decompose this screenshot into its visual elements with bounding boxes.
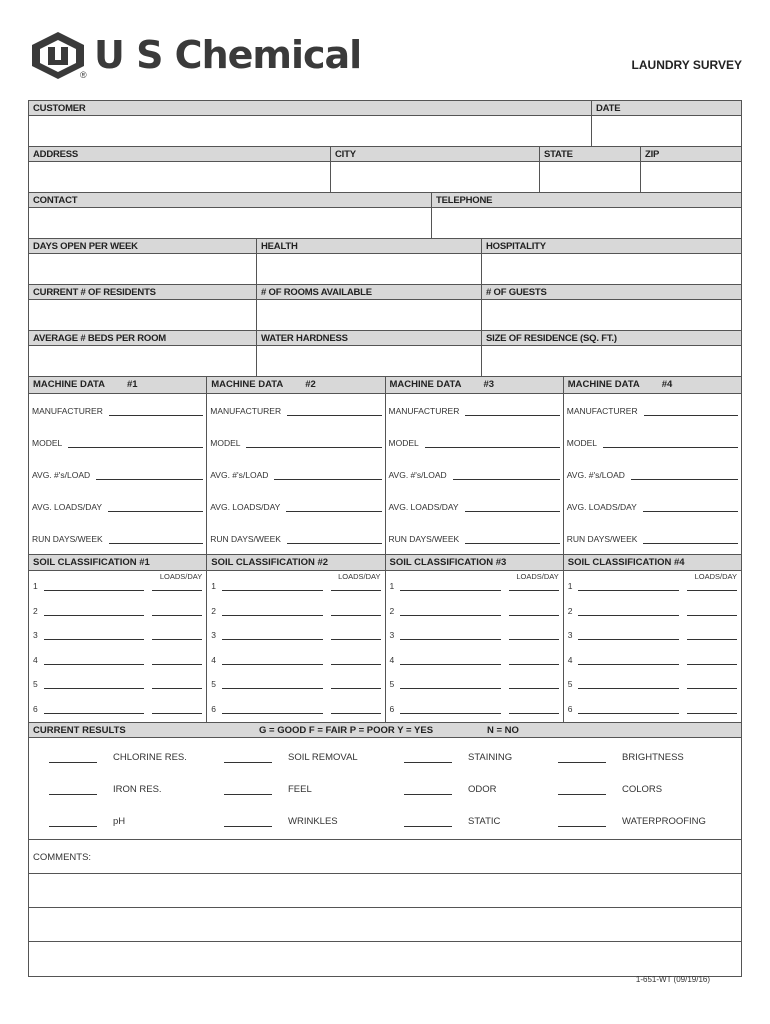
customer-label: CUSTOMER xyxy=(29,101,591,116)
soil-row[interactable] xyxy=(568,583,737,595)
result-rating-blank[interactable] xyxy=(558,826,606,827)
machine-line[interactable] xyxy=(32,394,203,426)
registered-mark: ® xyxy=(80,70,87,80)
result-rating-blank[interactable] xyxy=(49,762,97,763)
soil-row[interactable] xyxy=(211,669,380,694)
rooms-field[interactable] xyxy=(257,285,482,331)
soil-row[interactable] xyxy=(33,583,202,595)
machine-line[interactable] xyxy=(32,426,203,458)
soil-row-number: 5 xyxy=(389,679,395,690)
machine-line-blank[interactable] xyxy=(68,447,203,448)
water-hardness-label: WATER HARDNESS xyxy=(257,331,481,346)
machine-column-2 xyxy=(207,394,385,554)
results-legend-no: N = NO xyxy=(487,724,519,736)
comments-section[interactable] xyxy=(29,840,741,976)
result-item-label: STATIC xyxy=(468,815,501,827)
machine-line-label: AVG. #'s/LOAD xyxy=(388,470,447,480)
soil-row-number: 1 xyxy=(211,581,216,591)
telephone-label: TELEPHONE xyxy=(432,193,741,208)
guests-field[interactable] xyxy=(482,285,741,331)
soil-row[interactable] xyxy=(390,644,559,669)
machine-line-label: MANUFACTURER xyxy=(210,406,282,416)
machine-line-label: MODEL xyxy=(210,438,241,448)
machine-line[interactable] xyxy=(32,490,203,522)
beds-label: AVERAGE # BEDS PER ROOM xyxy=(29,331,256,346)
machine-line-label: RUN DAYS/WEEK xyxy=(388,534,460,544)
machine-line-blank[interactable] xyxy=(643,543,738,544)
loads-per-day-blank[interactable] xyxy=(687,664,737,665)
result-item[interactable] xyxy=(49,752,187,763)
hospitality-field[interactable] xyxy=(482,239,741,285)
machine-column-1 xyxy=(29,394,207,554)
state-field[interactable] xyxy=(540,147,641,193)
machine-line-blank[interactable] xyxy=(465,415,559,416)
soil-type-blank[interactable] xyxy=(400,664,501,665)
result-item[interactable] xyxy=(404,816,500,827)
row-contact xyxy=(29,193,741,239)
loads-per-day-blank[interactable] xyxy=(152,688,202,689)
loads-per-day-blank[interactable] xyxy=(687,688,737,689)
soil-type-blank[interactable] xyxy=(578,615,679,616)
soil-row[interactable] xyxy=(33,669,202,694)
soil-row-number: 1 xyxy=(389,581,395,591)
soil-type-blank[interactable] xyxy=(400,615,501,616)
address-label: ADDRESS xyxy=(29,147,330,162)
machine-line-blank[interactable] xyxy=(425,447,560,448)
machine-data-body xyxy=(29,394,741,555)
soil-header-1: SOIL CLASSIFICATION #1 xyxy=(29,555,207,570)
loads-per-day-blank[interactable] xyxy=(687,615,737,616)
soil-row-number: 6 xyxy=(389,703,395,714)
machine-line-label: AVG. LOADS/DAY xyxy=(566,502,637,512)
brand-logo xyxy=(28,30,361,80)
result-rating-blank[interactable] xyxy=(224,762,272,763)
machine-line-blank[interactable] xyxy=(465,511,560,512)
machine-line-blank[interactable] xyxy=(465,543,560,544)
result-rating-blank[interactable] xyxy=(404,826,452,827)
loads-per-day-blank[interactable] xyxy=(509,713,559,714)
machine-line-label: MODEL xyxy=(566,438,597,448)
soil-column-1 xyxy=(29,571,207,722)
comments-line[interactable] xyxy=(29,874,741,908)
loads-per-day-blank[interactable] xyxy=(509,639,559,640)
loads-per-day-blank[interactable] xyxy=(331,615,381,616)
result-rating-blank[interactable] xyxy=(49,794,97,795)
soil-column-2 xyxy=(207,571,385,722)
result-item-label: STAINING xyxy=(468,751,513,763)
result-item-label: FEEL xyxy=(288,783,312,795)
soil-row-number: 2 xyxy=(211,605,216,616)
machine-line-label: AVG. LOADS/DAY xyxy=(388,502,459,512)
machine-line[interactable] xyxy=(210,490,381,522)
soil-type-blank[interactable] xyxy=(222,688,323,689)
residence-size-field[interactable] xyxy=(482,331,741,377)
result-item-label: WRINKLES xyxy=(288,815,338,827)
result-item[interactable] xyxy=(404,752,512,763)
soil-column-4 xyxy=(564,571,741,722)
machine-line-blank[interactable] xyxy=(453,479,560,480)
loads-per-day-blank[interactable] xyxy=(331,713,381,714)
soil-row-number: 6 xyxy=(33,703,38,714)
zip-field[interactable] xyxy=(641,147,741,193)
soil-type-blank[interactable] xyxy=(44,688,145,689)
comments-line[interactable] xyxy=(29,908,741,942)
city-label: CITY xyxy=(331,147,539,162)
result-item-label: SOIL REMOVAL xyxy=(288,751,358,763)
contact-label: CONTACT xyxy=(29,193,431,208)
machine-line[interactable] xyxy=(389,458,560,490)
machine-line-blank[interactable] xyxy=(644,415,738,416)
soil-row-number: 2 xyxy=(567,605,573,616)
machine-line-label: AVG. LOADS/DAY xyxy=(210,502,281,512)
soil-row-number: 6 xyxy=(567,703,573,714)
machine-line-label: AVG. #'s/LOAD xyxy=(32,470,91,480)
row-residents xyxy=(29,285,741,331)
soil-row[interactable] xyxy=(390,693,559,718)
machine-line-label: RUN DAYS/WEEK xyxy=(210,534,281,544)
machine-line[interactable] xyxy=(210,522,381,554)
machine-data-header xyxy=(29,377,741,394)
soil-type-blank[interactable] xyxy=(578,713,679,714)
result-item[interactable] xyxy=(558,784,662,795)
soil-type-blank[interactable] xyxy=(400,688,501,689)
soil-type-blank[interactable] xyxy=(400,639,501,640)
machine-line[interactable] xyxy=(389,490,560,522)
soil-row-number: 3 xyxy=(389,630,395,641)
zip-label: ZIP xyxy=(641,147,741,162)
result-item-label: CHLORINE RES. xyxy=(113,751,187,763)
soil-row-number: 6 xyxy=(211,703,216,714)
machine-line[interactable] xyxy=(32,458,203,490)
soil-row[interactable] xyxy=(211,693,380,718)
soil-header-4: SOIL CLASSIFICATION #4 xyxy=(564,555,741,570)
page-title: LAUNDRY SURVEY xyxy=(631,58,742,72)
machine-line-blank[interactable] xyxy=(287,415,381,416)
machine-line[interactable] xyxy=(567,426,738,458)
soil-row-number: 1 xyxy=(33,581,38,591)
soil-row-number: 4 xyxy=(33,654,38,665)
machine-line-label: MODEL xyxy=(388,438,419,448)
soil-header-3: SOIL CLASSIFICATION #3 xyxy=(386,555,564,570)
comments-line[interactable] xyxy=(29,942,741,976)
loads-per-day-blank[interactable] xyxy=(509,688,559,689)
machine-line-label: AVG. LOADS/DAY xyxy=(32,502,103,512)
soil-row[interactable] xyxy=(390,620,559,645)
soil-row[interactable] xyxy=(390,583,559,595)
days-open-label: DAYS OPEN PER WEEK xyxy=(29,239,256,254)
row-beds xyxy=(29,331,741,377)
customer-field[interactable] xyxy=(29,101,592,147)
machine-line-blank[interactable] xyxy=(246,447,381,448)
soil-row[interactable] xyxy=(390,595,559,620)
loads-per-day-blank[interactable] xyxy=(152,713,202,714)
soil-classification-header xyxy=(29,555,741,571)
us-chemical-logo-icon xyxy=(28,30,88,80)
machine-line-label: MODEL xyxy=(32,438,63,448)
soil-row-number: 3 xyxy=(211,630,216,641)
machine-line-blank[interactable] xyxy=(603,447,738,448)
soil-row-number: 2 xyxy=(33,605,38,616)
machine-line[interactable] xyxy=(567,394,738,426)
current-results-label: CURRENT RESULTS xyxy=(33,724,126,736)
health-label: HEALTH xyxy=(257,239,481,254)
residence-size-label: SIZE OF RESIDENCE (SQ. FT.) xyxy=(482,331,741,346)
machine-line-blank[interactable] xyxy=(286,511,381,512)
soil-type-blank[interactable] xyxy=(578,664,679,665)
soil-row[interactable] xyxy=(568,693,737,718)
machine-line-label: RUN DAYS/WEEK xyxy=(32,534,103,544)
result-rating-blank[interactable] xyxy=(404,762,452,763)
machine-line-label: AVG. #'s/LOAD xyxy=(210,470,269,480)
soil-row[interactable] xyxy=(211,595,380,620)
soil-row[interactable] xyxy=(211,583,380,595)
machine-line-label: MANUFACTURER xyxy=(566,406,638,416)
rooms-label: # OF ROOMS AVAILABLE xyxy=(257,285,481,300)
machine-line[interactable] xyxy=(32,522,203,554)
loads-per-day-blank[interactable] xyxy=(152,639,202,640)
loads-per-day-blank[interactable] xyxy=(509,590,559,591)
loads-per-day-blank[interactable] xyxy=(687,590,737,591)
result-rating-blank[interactable] xyxy=(224,826,272,827)
soil-type-blank[interactable] xyxy=(222,639,323,640)
residents-label: CURRENT # OF RESIDENTS xyxy=(29,285,256,300)
soil-row-number: 4 xyxy=(211,654,216,665)
soil-type-blank[interactable] xyxy=(400,590,501,591)
loads-per-day-label: LOADS/DAY xyxy=(159,572,203,581)
loads-per-day-blank[interactable] xyxy=(152,590,202,591)
result-item-label: pH xyxy=(113,815,126,827)
loads-per-day-label: LOADS/DAY xyxy=(516,572,559,581)
soil-type-blank[interactable] xyxy=(222,713,323,714)
soil-row-number: 2 xyxy=(389,605,395,616)
soil-row-number: 5 xyxy=(211,679,216,690)
soil-row-number: 4 xyxy=(389,654,395,665)
soil-type-blank[interactable] xyxy=(44,664,145,665)
machine-line-label: MANUFACTURER xyxy=(32,406,103,416)
soil-row[interactable] xyxy=(33,644,202,669)
loads-per-day-blank[interactable] xyxy=(152,664,202,665)
result-item[interactable] xyxy=(404,784,497,795)
city-field[interactable] xyxy=(331,147,540,193)
machine-line[interactable] xyxy=(389,394,560,426)
guests-label: # OF GUESTS xyxy=(482,285,741,300)
soil-row[interactable] xyxy=(33,595,202,620)
loads-per-day-label: LOADS/DAY xyxy=(338,572,381,581)
loads-per-day-blank[interactable] xyxy=(331,664,381,665)
machine-header-3: MACHINE DATA #3 xyxy=(386,377,564,393)
soil-type-blank[interactable] xyxy=(44,713,145,714)
soil-type-blank[interactable] xyxy=(44,615,145,616)
beds-field[interactable] xyxy=(29,331,257,377)
date-label: DATE xyxy=(592,101,741,116)
result-item-label: WATERPROOFING xyxy=(622,815,706,827)
result-rating-blank[interactable] xyxy=(558,762,606,763)
machine-line-blank[interactable] xyxy=(631,479,738,480)
soil-row[interactable] xyxy=(568,669,737,694)
results-legend: G = GOOD F = FAIR P = POOR Y = YES xyxy=(259,724,434,736)
result-rating-blank[interactable] xyxy=(558,794,606,795)
machine-line-label: MANUFACTURER xyxy=(388,406,460,416)
soil-classification-body xyxy=(29,571,741,723)
soil-row[interactable] xyxy=(568,644,737,669)
soil-type-blank[interactable] xyxy=(44,639,145,640)
loads-per-day-blank[interactable] xyxy=(331,590,381,591)
soil-type-blank[interactable] xyxy=(400,713,501,714)
telephone-field[interactable] xyxy=(432,193,741,239)
soil-type-blank[interactable] xyxy=(44,590,145,591)
hospitality-label: HOSPITALITY xyxy=(482,239,741,254)
machine-line-blank[interactable] xyxy=(108,511,203,512)
soil-header-2: SOIL CLASSIFICATION #2 xyxy=(207,555,385,570)
soil-row-number: 4 xyxy=(567,654,573,665)
machine-line-label: RUN DAYS/WEEK xyxy=(566,534,638,544)
current-results-grid xyxy=(29,738,741,840)
soil-row[interactable] xyxy=(211,644,380,669)
result-item[interactable] xyxy=(49,816,125,827)
result-item[interactable] xyxy=(49,784,162,795)
result-item[interactable] xyxy=(224,784,312,795)
machine-line[interactable] xyxy=(567,522,738,554)
soil-row[interactable] xyxy=(33,693,202,718)
loads-per-day-label: LOADS/DAY xyxy=(694,572,737,581)
loads-per-day-blank[interactable] xyxy=(331,688,381,689)
result-item[interactable] xyxy=(224,816,338,827)
row-days xyxy=(29,239,741,285)
row-customer xyxy=(29,101,741,147)
result-item-label: IRON RES. xyxy=(113,783,162,795)
survey-form xyxy=(28,100,742,977)
soil-row-number: 1 xyxy=(567,581,573,591)
soil-type-blank[interactable] xyxy=(222,590,323,591)
soil-row[interactable] xyxy=(211,620,380,645)
soil-row[interactable] xyxy=(568,595,737,620)
machine-line[interactable] xyxy=(389,522,560,554)
machine-line[interactable] xyxy=(567,490,738,522)
result-item-label: ODOR xyxy=(468,783,497,795)
machine-line[interactable] xyxy=(210,426,381,458)
machine-column-4 xyxy=(564,394,741,554)
machine-line-blank[interactable] xyxy=(643,511,738,512)
machine-line[interactable] xyxy=(210,394,381,426)
soil-row-number: 5 xyxy=(567,679,573,690)
health-field[interactable] xyxy=(257,239,482,285)
address-field[interactable] xyxy=(29,147,331,193)
state-label: STATE xyxy=(540,147,640,162)
date-field[interactable] xyxy=(592,101,741,147)
soil-type-blank[interactable] xyxy=(578,688,679,689)
form-number: 1-651-WT (09/19/16) xyxy=(635,975,710,984)
soil-column-3 xyxy=(386,571,564,722)
soil-type-blank[interactable] xyxy=(578,590,679,591)
machine-header-1: MACHINE DATA #1 xyxy=(29,377,207,393)
water-hardness-field[interactable] xyxy=(257,331,482,377)
result-rating-blank[interactable] xyxy=(224,794,272,795)
machine-line-blank[interactable] xyxy=(109,415,203,416)
machine-line-label: AVG. #'s/LOAD xyxy=(566,470,625,480)
result-rating-blank[interactable] xyxy=(49,826,97,827)
row-address xyxy=(29,147,741,193)
soil-row-number: 3 xyxy=(567,630,573,641)
loads-per-day-blank[interactable] xyxy=(687,713,737,714)
machine-column-3 xyxy=(386,394,564,554)
header xyxy=(28,30,742,90)
result-item[interactable] xyxy=(558,816,706,827)
machine-line-blank[interactable] xyxy=(287,543,382,544)
machine-header-4: MACHINE DATA #4 xyxy=(564,377,741,393)
machine-line[interactable] xyxy=(567,458,738,490)
soil-row[interactable] xyxy=(568,620,737,645)
machine-line-blank[interactable] xyxy=(274,479,381,480)
loads-per-day-blank[interactable] xyxy=(331,639,381,640)
soil-row-number: 5 xyxy=(33,679,38,690)
machine-line[interactable] xyxy=(210,458,381,490)
residents-field[interactable] xyxy=(29,285,257,331)
loads-per-day-blank[interactable] xyxy=(152,615,202,616)
machine-header-2: MACHINE DATA #2 xyxy=(207,377,385,393)
loads-per-day-blank[interactable] xyxy=(509,664,559,665)
result-item-label: BRIGHTNESS xyxy=(622,751,684,763)
brand-name: U S Chemical xyxy=(94,33,362,77)
soil-row[interactable] xyxy=(33,620,202,645)
result-item[interactable] xyxy=(224,752,358,763)
loads-per-day-blank[interactable] xyxy=(509,615,559,616)
soil-type-blank[interactable] xyxy=(222,615,323,616)
soil-type-blank[interactable] xyxy=(222,664,323,665)
soil-type-blank[interactable] xyxy=(578,639,679,640)
soil-row-number: 3 xyxy=(33,630,38,641)
comments-label: COMMENTS: xyxy=(29,840,741,874)
days-open-field[interactable] xyxy=(29,239,257,285)
result-item-label: COLORS xyxy=(622,783,663,795)
machine-line-blank[interactable] xyxy=(109,543,204,544)
result-item[interactable] xyxy=(558,752,684,763)
current-results-header xyxy=(29,723,741,738)
loads-per-day-blank[interactable] xyxy=(687,639,737,640)
machine-line[interactable] xyxy=(389,426,560,458)
result-rating-blank[interactable] xyxy=(404,794,452,795)
contact-field[interactable] xyxy=(29,193,432,239)
soil-row[interactable] xyxy=(390,669,559,694)
machine-line-blank[interactable] xyxy=(96,479,203,480)
